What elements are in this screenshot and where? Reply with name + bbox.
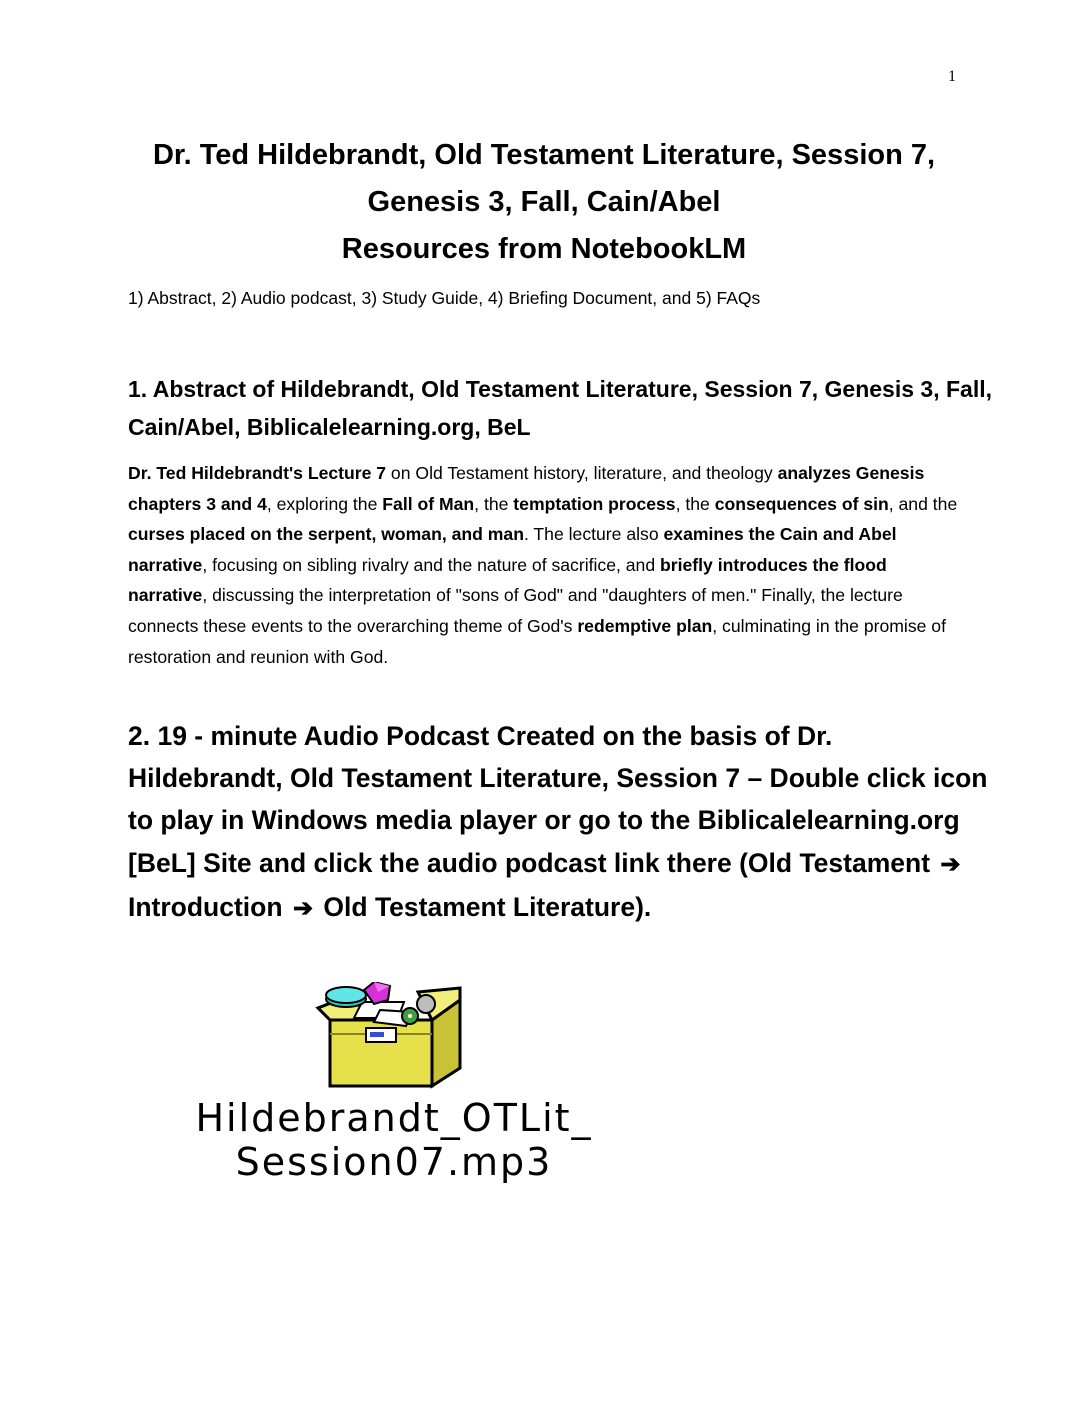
section2-heading — [128, 715, 988, 930]
abstract-emphasis: temptation process — [513, 493, 676, 514]
abstract-emphasis: curses placed on the serpent, woman, and man — [128, 524, 524, 545]
page-number: 1 — [948, 68, 956, 85]
abstract-emphasis: consequences of sin — [714, 493, 889, 514]
abstract-text: , the — [474, 493, 514, 514]
title-line-1: Dr. Ted Hildebrandt, Old Testament Literature, Session 7, — [152, 139, 936, 171]
abstract-emphasis: analyzes Genesis chapters 3 and 4 — [128, 463, 925, 514]
abstract-text: , culminating in the promise of restoration and reunion with God. — [128, 615, 946, 667]
abstract-emphasis: Dr. Ted Hildebrandt's Lecture 7 — [128, 463, 387, 483]
arrow-right-icon: ➔ — [940, 850, 961, 878]
resources-list: 1) Abstract, 2) Audio podcast, 3) Study Guide, 4) Briefing Document, and 5) FAQs — [128, 288, 761, 308]
arrow-right-icon: ➔ — [292, 894, 314, 922]
abstract-text: , discussing the interpretation of "sons of God" and "daughters of men." Finally, the lecture connects these events to the overarching theme of God's — [128, 585, 903, 636]
abstract-text: , the — [675, 493, 715, 514]
filename-line-1: Hildebrandt_OTLit_ — [195, 1096, 593, 1140]
abstract-text: , and the — [888, 493, 958, 514]
installer-box-icon[interactable] — [314, 982, 476, 1090]
title-line-2: Genesis 3, Fall, Cain/Abel — [367, 186, 721, 218]
section1-heading: 1. Abstract of Hildebrandt, Old Testament Literature, Session 7, Genesis 3, Fall, Cain/Abel, Biblicalelearning.org, BeL — [128, 376, 993, 440]
abstract-text: , focusing on sibling rivalry and the nature of sacrifice, and — [202, 554, 661, 575]
abstract-paragraph — [128, 458, 958, 672]
abstract-emphasis: Fall of Man — [382, 493, 475, 514]
section2-heading-text: 2. 19 - minute Audio Podcast Created on the basis of Dr. Hildebrandt, Old Testament Literature, Session 7 – Double click icon to play in Windows media player or go to the Biblicalelearning.org [BeL] Site and click the audio podcast link there (Old Testament — [128, 721, 988, 878]
section2-heading-literature: Old Testament Literature). — [323, 891, 652, 922]
filename-line-2: Session07.mp3 — [235, 1140, 553, 1184]
abstract-text: on Old Testament history, literature, and theology — [386, 463, 778, 483]
page-title — [60, 132, 1028, 273]
audio-file-link[interactable] — [130, 1096, 658, 1184]
abstract-text: . The lecture also — [523, 524, 664, 545]
abstract-emphasis: redemptive plan — [577, 615, 713, 636]
abstract-emphasis: briefly introduces the flood narrative — [128, 554, 887, 606]
section2-heading-introduction: Introduction — [128, 891, 283, 922]
title-line-3: Resources from NotebookLM — [341, 233, 747, 265]
abstract-emphasis: examines the Cain and Abel narrative — [128, 524, 897, 575]
abstract-text: , exploring the — [266, 493, 383, 514]
